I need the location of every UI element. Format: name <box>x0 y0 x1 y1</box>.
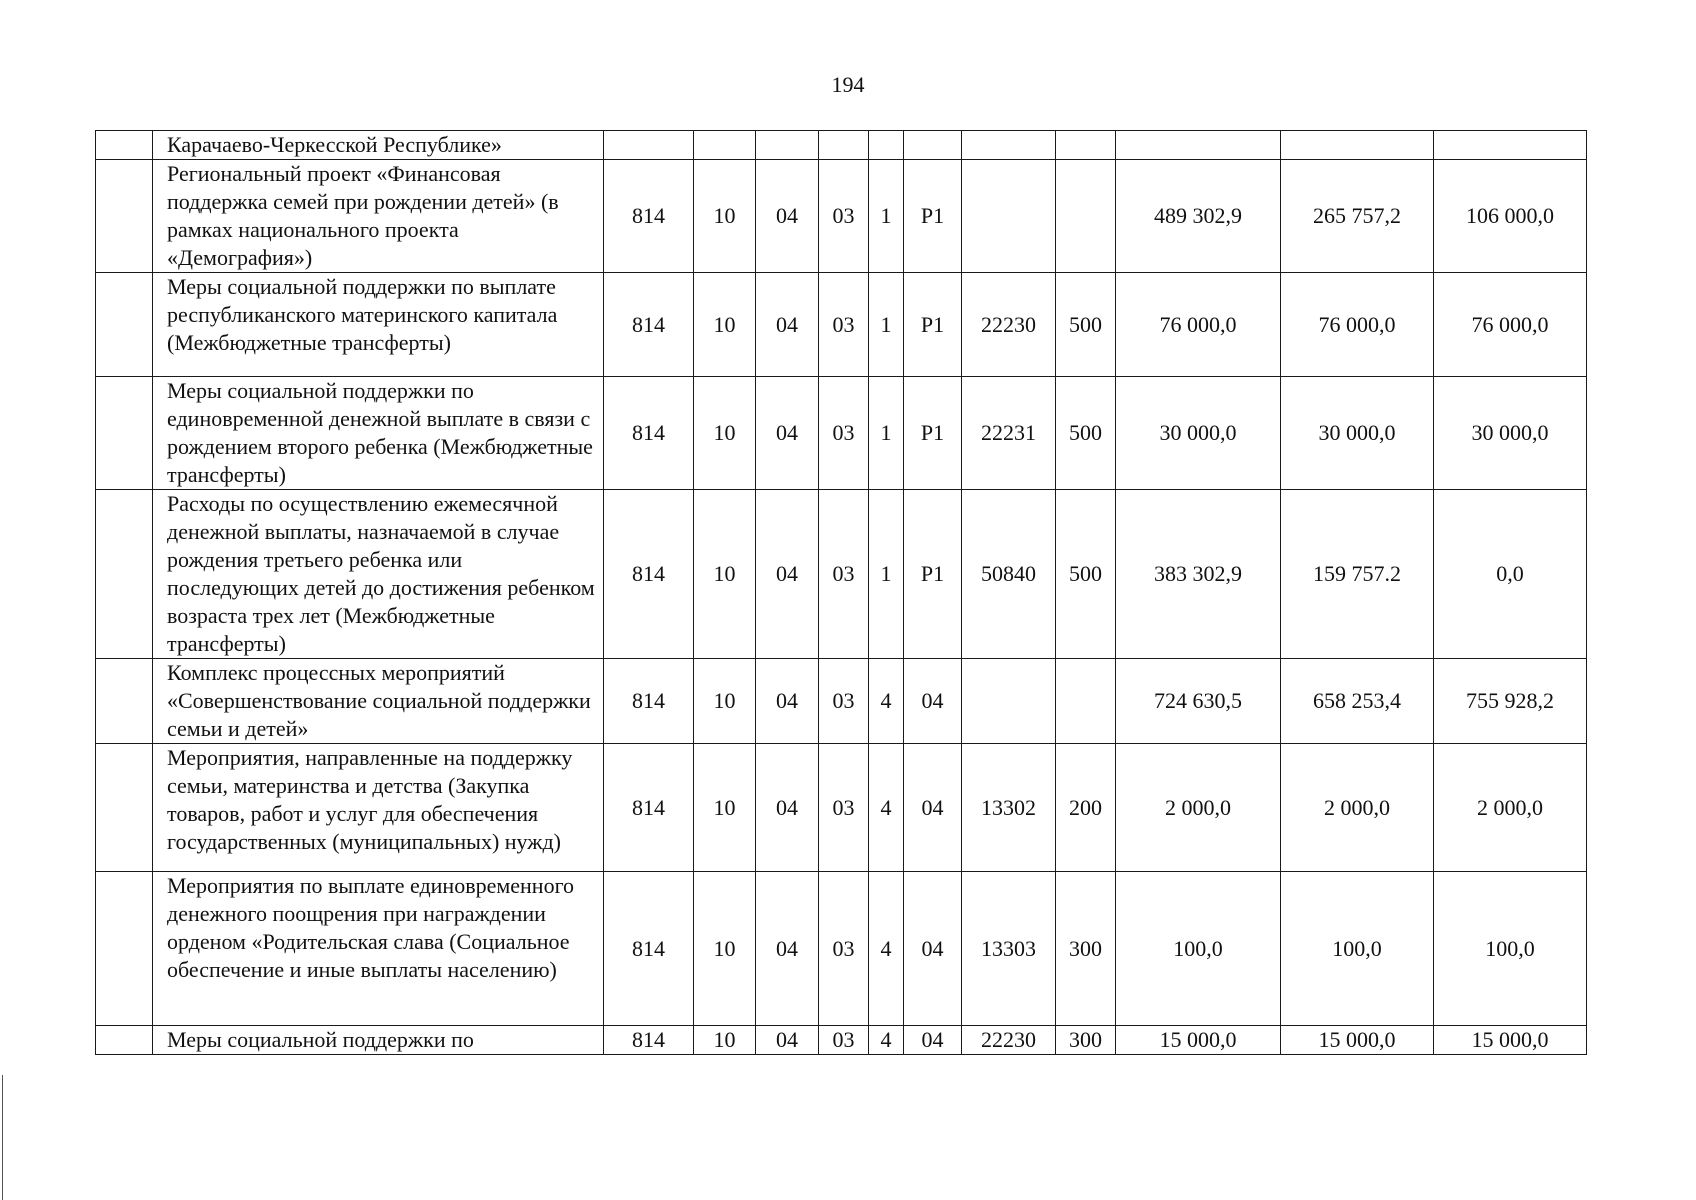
cell-program: 03 <box>819 273 869 377</box>
cell-section: 10 <box>694 273 756 377</box>
cell-admin-code <box>604 131 694 160</box>
cell-program: 03 <box>819 490 869 659</box>
cell-project <box>904 131 962 160</box>
cell-empty <box>96 1026 153 1055</box>
cell-subprogram: 4 <box>869 872 904 1026</box>
cell-program: 03 <box>819 872 869 1026</box>
cell-sum-year-3: 15 000,0 <box>1434 1026 1587 1055</box>
cell-subprogram: 1 <box>869 273 904 377</box>
cell-project: P1 <box>904 377 962 490</box>
table-row <box>96 273 1587 377</box>
cell-sum-year-1 <box>1116 131 1281 160</box>
scan-edge-mark <box>2 1075 3 1200</box>
cell-sum-year-2: 159 757.2 <box>1281 490 1434 659</box>
cell-subprogram: 4 <box>869 659 904 744</box>
cell-empty <box>96 872 153 1026</box>
cell-subsection: 04 <box>756 273 819 377</box>
cell-project: 04 <box>904 872 962 1026</box>
cell-subprogram: 4 <box>869 1026 904 1055</box>
cell-direction: 13303 <box>962 872 1056 1026</box>
cell-expense-type <box>1056 659 1116 744</box>
cell-expense-type <box>1056 131 1116 160</box>
cell-empty <box>96 659 153 744</box>
cell-program: 03 <box>819 744 869 872</box>
cell-sum-year-2: 30 000,0 <box>1281 377 1434 490</box>
cell-subprogram: 1 <box>869 160 904 273</box>
cell-program: 03 <box>819 1026 869 1055</box>
cell-project: P1 <box>904 273 962 377</box>
table-row <box>96 131 1587 160</box>
cell-admin-code: 814 <box>604 872 694 1026</box>
cell-subprogram: 1 <box>869 377 904 490</box>
cell-section: 10 <box>694 659 756 744</box>
cell-sum-year-1: 76 000,0 <box>1116 273 1281 377</box>
cell-name: Карачаево-Черкесской Республике» <box>153 131 604 160</box>
cell-project: 04 <box>904 659 962 744</box>
cell-direction <box>962 160 1056 273</box>
table-row <box>96 160 1587 273</box>
cell-sum-year-3: 2 000,0 <box>1434 744 1587 872</box>
budget-table <box>95 130 1587 1055</box>
cell-sum-year-3: 30 000,0 <box>1434 377 1587 490</box>
cell-subprogram: 4 <box>869 744 904 872</box>
cell-section: 10 <box>694 377 756 490</box>
cell-sum-year-3: 755 928,2 <box>1434 659 1587 744</box>
cell-sum-year-1: 30 000,0 <box>1116 377 1281 490</box>
cell-program: 03 <box>819 659 869 744</box>
cell-sum-year-2: 2 000,0 <box>1281 744 1434 872</box>
cell-program: 03 <box>819 160 869 273</box>
cell-sum-year-1: 383 302,9 <box>1116 490 1281 659</box>
cell-direction: 22230 <box>962 1026 1056 1055</box>
cell-sum-year-3 <box>1434 131 1587 160</box>
cell-admin-code: 814 <box>604 744 694 872</box>
cell-expense-type: 500 <box>1056 273 1116 377</box>
cell-empty <box>96 273 153 377</box>
cell-expense-type: 500 <box>1056 377 1116 490</box>
cell-empty <box>96 490 153 659</box>
cell-sum-year-2: 265 757,2 <box>1281 160 1434 273</box>
cell-sum-year-1: 489 302,9 <box>1116 160 1281 273</box>
cell-subsection: 04 <box>756 490 819 659</box>
cell-sum-year-3: 0,0 <box>1434 490 1587 659</box>
cell-section: 10 <box>694 490 756 659</box>
cell-expense-type <box>1056 160 1116 273</box>
cell-sum-year-3: 76 000,0 <box>1434 273 1587 377</box>
cell-section: 10 <box>694 1026 756 1055</box>
cell-sum-year-3: 100,0 <box>1434 872 1587 1026</box>
cell-admin-code: 814 <box>604 273 694 377</box>
cell-name: Комплекс процессных мероприятий «Совершенствование социальной поддержки семьи и детей» <box>153 659 604 744</box>
cell-expense-type: 300 <box>1056 872 1116 1026</box>
cell-section: 10 <box>694 160 756 273</box>
table-row <box>96 1026 1587 1055</box>
cell-empty <box>96 377 153 490</box>
table-row <box>96 872 1587 1026</box>
cell-name: Региональный проект «Финансовая поддержка семей при рождении детей» (в рамках национального проекта «Демография») <box>153 160 604 273</box>
cell-name: Расходы по осуществлению ежемесячной денежной выплаты, назначаемой в случае рождения третьего ребенка или последующих детей до достижения ребенком возраста трех лет (Межбюджетные трансферты) <box>153 490 604 659</box>
cell-sum-year-3: 106 000,0 <box>1434 160 1587 273</box>
table-row <box>96 490 1587 659</box>
cell-name: Мероприятия, направленные на поддержку семьи, материнства и детства (Закупка товаров, работ и услуг для обеспечения государственных (муниципальных) нужд) <box>153 744 604 872</box>
cell-project: P1 <box>904 490 962 659</box>
cell-program <box>819 131 869 160</box>
cell-sum-year-2: 15 000,0 <box>1281 1026 1434 1055</box>
cell-section <box>694 131 756 160</box>
cell-name: Мероприятия по выплате единовременного денежного поощрения при награждении орденом «Родительская слава (Социальное обеспечение и иные выплаты населению) <box>153 872 604 1026</box>
cell-direction: 13302 <box>962 744 1056 872</box>
cell-subsection <box>756 131 819 160</box>
cell-admin-code: 814 <box>604 490 694 659</box>
cell-name: Меры социальной поддержки по единовременной денежной выплате в связи с рождением второго ребенка (Межбюджетные трансферты) <box>153 377 604 490</box>
cell-project: 04 <box>904 1026 962 1055</box>
cell-direction <box>962 131 1056 160</box>
cell-program: 03 <box>819 377 869 490</box>
cell-project: 04 <box>904 744 962 872</box>
cell-subsection: 04 <box>756 872 819 1026</box>
cell-empty <box>96 160 153 273</box>
cell-sum-year-2: 76 000,0 <box>1281 273 1434 377</box>
cell-section: 10 <box>694 872 756 1026</box>
cell-subprogram: 1 <box>869 490 904 659</box>
cell-sum-year-1: 724 630,5 <box>1116 659 1281 744</box>
cell-empty <box>96 744 153 872</box>
cell-subsection: 04 <box>756 1026 819 1055</box>
cell-admin-code: 814 <box>604 1026 694 1055</box>
cell-subprogram <box>869 131 904 160</box>
cell-subsection: 04 <box>756 744 819 872</box>
cell-name: Меры социальной поддержки по <box>153 1026 604 1055</box>
cell-sum-year-2: 100,0 <box>1281 872 1434 1026</box>
cell-direction <box>962 659 1056 744</box>
cell-sum-year-1: 100,0 <box>1116 872 1281 1026</box>
cell-sum-year-1: 2 000,0 <box>1116 744 1281 872</box>
budget-table-body <box>96 131 1587 1055</box>
cell-direction: 22231 <box>962 377 1056 490</box>
cell-sum-year-2: 658 253,4 <box>1281 659 1434 744</box>
table-row <box>96 659 1587 744</box>
cell-subsection: 04 <box>756 160 819 273</box>
cell-empty <box>96 131 153 160</box>
cell-direction: 50840 <box>962 490 1056 659</box>
cell-project: P1 <box>904 160 962 273</box>
table-row <box>96 744 1587 872</box>
cell-subsection: 04 <box>756 377 819 490</box>
cell-sum-year-1: 15 000,0 <box>1116 1026 1281 1055</box>
page-number: 194 <box>831 72 865 97</box>
cell-expense-type: 500 <box>1056 490 1116 659</box>
cell-subsection: 04 <box>756 659 819 744</box>
cell-expense-type: 200 <box>1056 744 1116 872</box>
cell-section: 10 <box>694 744 756 872</box>
cell-admin-code: 814 <box>604 160 694 273</box>
cell-direction: 22230 <box>962 273 1056 377</box>
cell-sum-year-2 <box>1281 131 1434 160</box>
cell-admin-code: 814 <box>604 659 694 744</box>
cell-admin-code: 814 <box>604 377 694 490</box>
cell-name: Меры социальной поддержки по выплате республиканского материнского капитала (Межбюджетные трансферты) <box>153 273 604 377</box>
table-row <box>96 377 1587 490</box>
cell-expense-type: 300 <box>1056 1026 1116 1055</box>
